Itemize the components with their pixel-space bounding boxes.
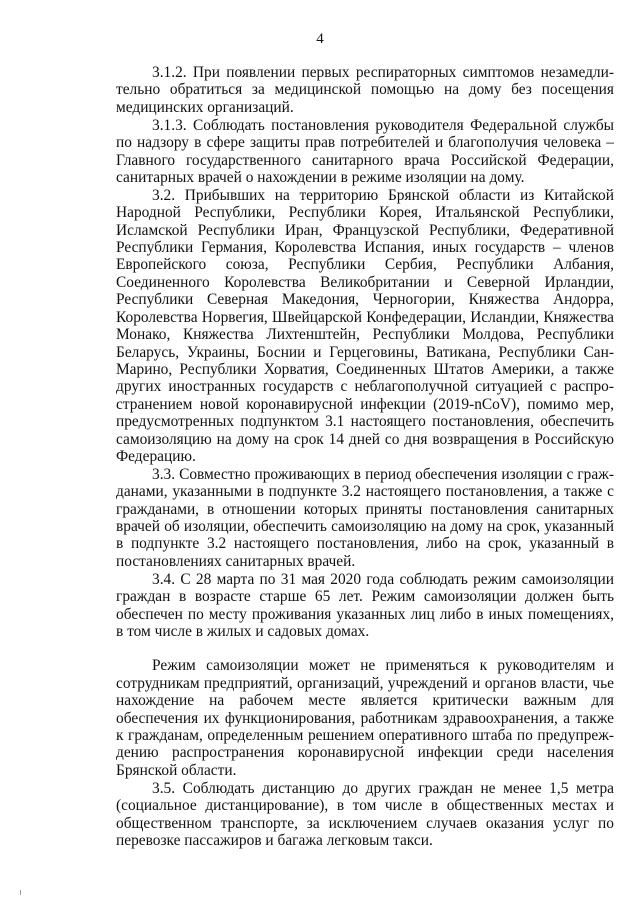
scan-artifact-mark [20,890,24,895]
paragraph-3-4: 3.4. С 28 марта по 31 мая 2020 года соблюдать режим самоизоляции граждан в возрасте старше 65 лет. Режим самоизоляции должен быть обеспечен по месту проживания указанных лиц либо в иных помещениях, в том числе в жилых и садовых домах. [116,570,614,640]
paragraph-3-1-3: 3.1.3. Соблюдать постановления руководителя Федеральной службы по надзору в сфере защиты прав потребителей и благополучия человека – Главного государственного санитарного врача Российской Федерации, санитарных врачей о нахождении в режиме изоляции на дому. [116,116,614,186]
paragraph-3-2: 3.2. Прибывших на территорию Брянской области из Китайской Народной Республики, Республики Корея, Итальянской Республики, Исламской Республики Иран, Французской Республики, Федеративной Республики Германия, Королевства Испания, иных государств – членов Европейского союза, Республики Сербия, Республики Албания, Соединенного Королевства Великобритании и Северной Ирландии, Республики Северная Македония, Черногории, Княжества Андорра, Королевства Норвегия, Швейцарской Конфедерации, Исландии, Княжества Монако, Княжества Лихтенштейн, Республики Молдова, Республики Беларусь, Украины, Боснии и Герцеговины, Ватикана, Республики Сан-Марино, Республики Хорватия, Соединенных Штатов Америки, а также других иностранных государств с неблагополучной ситуацией с распространением новой коронавирусной инфекции (2019-nCoV), помимо мер, предусмотренных подпунктом 3.1 настоящего постановления, обеспечить самоизоляцию на дому на срок 14 дней со дня возвращения в Российскую Федерацию. [116,186,614,465]
paragraph-3-3: 3.3. Совместно проживающих в период обеспечения изоляции с гражданами, указанными в подпункте 3.2 настоящего постановления, а также с гражданами, в отношении которых приняты постановления санитарных врачей об изоляции, обеспечить самоизоляцию на дому на срок, указанный в подпункте 3.2 настоящего постановления, либо на срок, указанный в постановлениях санитарных врачей. [116,465,614,570]
paragraph-self-isolation-exceptions: Режим самоизоляции может не применяться к руководителям и сотрудникам предприятий, организаций, учреждений и органов власти, чье нахождение на рабочем месте является критически важным для обеспечения их функционирования, работникам здравоохранения, а также к гражданам, определенным решением оперативного штаба по предупреждению распространения коронавирусной инфекции среди населения Брянской области. [116,657,614,779]
document-body [116,64,614,849]
paragraph-3-5: 3.5. Соблюдать дистанцию до других граждан не менее 1,5 метра (социальное дистанцирование), в том числе в общественных местах и общественном транспорте, за исключением случаев оказания услуг по перевозке пассажиров и багажа легковым такси. [116,779,614,849]
paragraph-3-1-2: 3.1.2. При появлении первых респираторных симптомов незамедлительно обратиться за медицинской помощью на дому без посещения медицинских организаций. [116,64,614,116]
page-number: 4 [316,31,324,47]
